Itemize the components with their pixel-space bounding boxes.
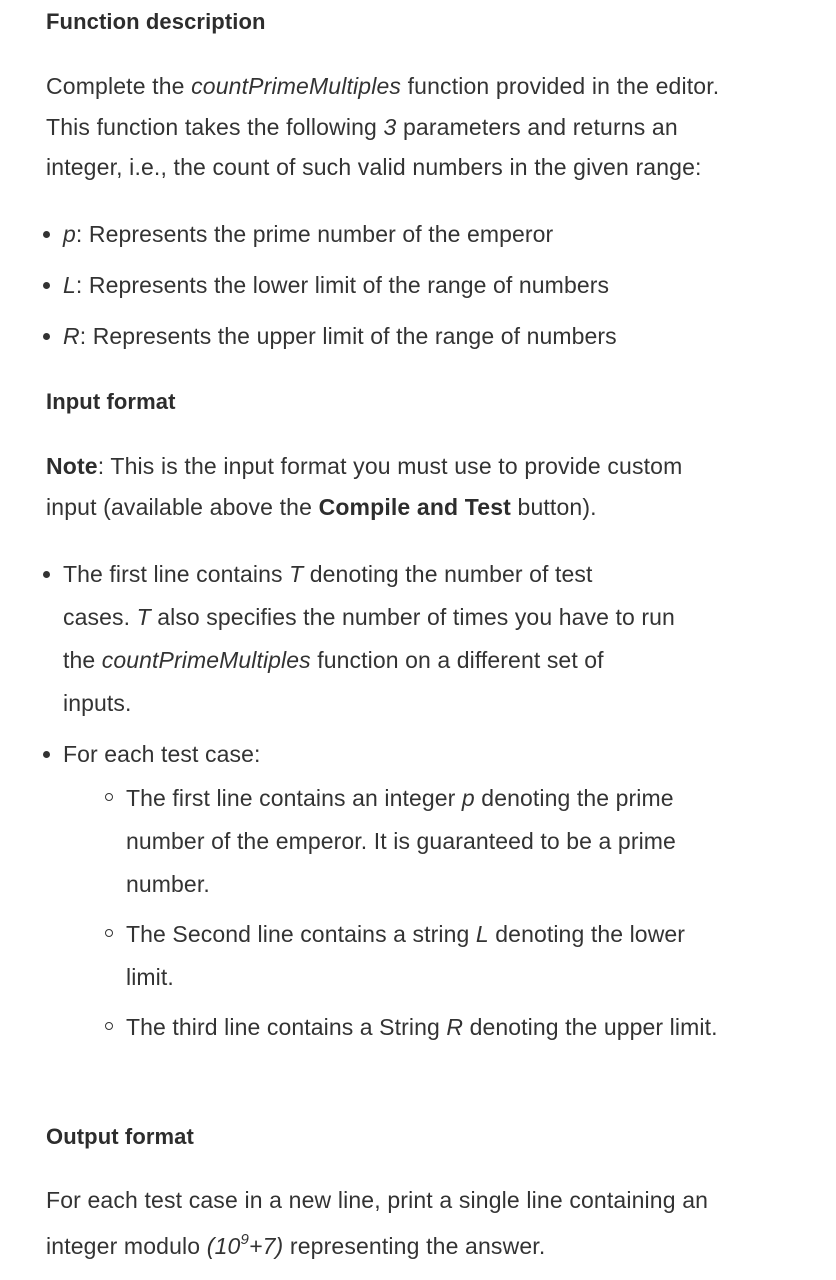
parameter-item: p: Represents the prime number of the emperor (0, 209, 806, 260)
compile-and-test-reference: Compile and Test (318, 493, 511, 520)
param-name: p (63, 221, 76, 247)
output-format-heading: Output format (46, 1124, 194, 1149)
input-format-heading: Input format (46, 389, 176, 414)
param-count: 3 (383, 113, 397, 140)
input-format-note: Note: This is the input format you must use to provide custom input (available above the Compile and Test button). (46, 453, 683, 520)
parameter-item: L: Represents the lower limit of the range of numbers (0, 260, 806, 311)
sublist-item: The Second line contains a string L denoting the lower limit. (63, 913, 806, 999)
function-name: countPrimeMultiples (191, 73, 402, 99)
function-description-paragraph: Complete the countPrimeMultiples function provided in the editor. This function takes the following 3 parameters and returns an integer, i.e., the count of such valid numbers in the given range: (46, 73, 720, 180)
function-description-heading: Function description (46, 9, 266, 34)
list-item: The first line contains T denoting the number of test cases. T also specifies the number of times you have to run the countPrimeMultiples function on a different set of inputs. (0, 553, 806, 725)
note-label: Note (46, 453, 98, 479)
sublist-item: The first line contains an integer p denoting the prime number of the emperor. It is guaranteed to be a prime number. (63, 777, 806, 906)
sublist-item: The third line contains a String R denoting the upper limit. (63, 1006, 806, 1049)
output-format-paragraph: For each test case in a new line, print a single line containing an integer modulo $(10^9+7)$ representing the answer. (46, 1187, 709, 1259)
function-description-section (46, 0, 806, 44)
param-name: L (63, 272, 76, 298)
list-item: For each test case: The first line contains an integer p denoting the prime number of the emperor. It is guaranteed to be a prime number. The Second line contains a string L denoting the lower limit. The third line contains a String R denoting the upper limit. (0, 733, 806, 1049)
input-format-list (0, 553, 806, 1049)
param-name: R (63, 323, 80, 349)
test-case-sublist (63, 777, 806, 1049)
parameter-list (0, 209, 806, 362)
modulo-expression: $(10^9+7)$ (206, 1230, 284, 1259)
parameter-item: R: Represents the upper limit of the range of numbers (0, 311, 806, 362)
